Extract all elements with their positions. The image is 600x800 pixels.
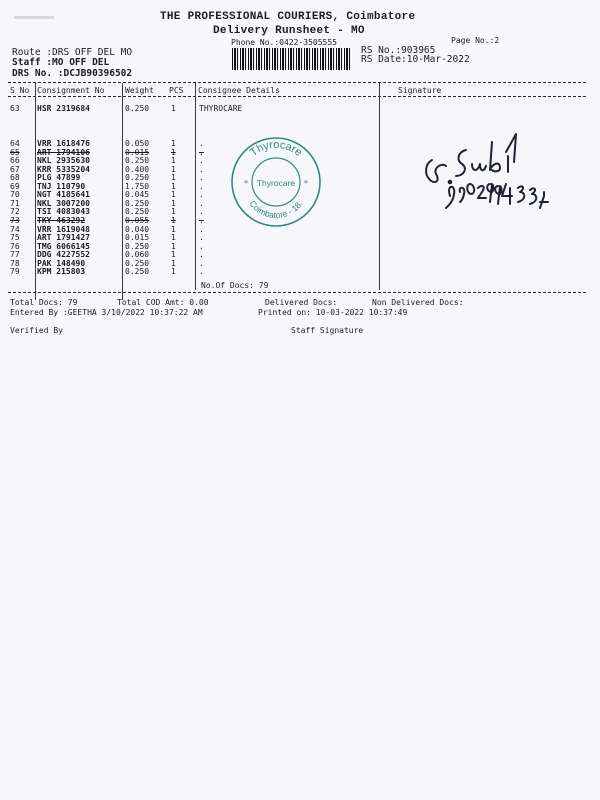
row-consignment-no: PAK 148490: [37, 258, 86, 268]
row-pcs: 1: [171, 139, 176, 148]
row-sno: 70: [10, 190, 20, 200]
row-weight: 0.250: [125, 198, 150, 208]
row-consignment-no: PLG 47899: [37, 173, 81, 183]
row-sno: 71: [10, 198, 20, 208]
col-header-pcs: PCS: [169, 86, 184, 95]
row-pcs: 1: [171, 267, 176, 277]
runsheet-title: Delivery Runsheet - MO: [213, 25, 365, 37]
row-weight: 0.400: [125, 164, 150, 174]
row-consignment-no: NGT 4185641: [37, 190, 90, 200]
row-consignment-no: ART 1791427: [37, 233, 90, 243]
row-consignee: .: [199, 224, 204, 234]
non-delivered-docs: Non Delivered Docs:: [372, 298, 464, 307]
row-weight: 0.015: [125, 147, 150, 157]
row-sno: 74: [10, 224, 20, 234]
row-pcs: 1: [171, 198, 176, 208]
row-pcs: 1: [171, 181, 176, 191]
row-weight: 0.250: [125, 207, 150, 217]
staff-label: Staff :MO OFF DEL: [12, 57, 110, 68]
table-bottom-rule: [8, 292, 586, 293]
sig-stroke: [472, 164, 486, 170]
row-consignee: .: [199, 173, 204, 183]
row-sno: 67: [10, 164, 20, 174]
sig-stroke: [426, 160, 446, 182]
delivered-docs: Delivered Docs:: [265, 298, 338, 307]
row-pcs: 1: [171, 156, 176, 166]
row-consignee: .: [199, 258, 204, 268]
row-consignee: .: [199, 241, 204, 251]
drs-number: DRS No. :DCJB90396502: [12, 68, 133, 79]
page-number: Page No.:2: [451, 36, 500, 45]
handwritten-phone-number: [446, 184, 548, 208]
row-consignment-no: NKL 3007200: [37, 198, 90, 208]
row-pcs: 1: [171, 241, 176, 251]
entered-by: Entered By :GEETHA 3/10/2022 10:37:22 AM: [10, 308, 203, 317]
row-consignment-no: VRR 1619048: [37, 224, 90, 234]
total-docs: Total Docs: 79: [10, 298, 78, 307]
row-sno: 65: [10, 147, 20, 157]
row-pcs: 1: [171, 147, 176, 157]
staff-signature-label: Staff Signature: [291, 326, 364, 335]
row-consignment-no: TKY 463292: [37, 215, 86, 225]
col-header-sno: S No: [10, 86, 30, 95]
row-consignee: .: [199, 267, 204, 277]
row-pcs: 1: [171, 250, 176, 260]
row-consignee: .: [199, 215, 204, 225]
row-consignment-no: KRR 5335204: [37, 164, 90, 174]
row-sno: 68: [10, 173, 20, 183]
row-weight: 1.750: [125, 181, 150, 191]
no-of-docs: No.Of Docs: 79: [201, 281, 269, 290]
company-title: THE PROFESSIONAL COURIERS, Coimbatore: [160, 11, 416, 23]
row-consignment-no: ART 1794106: [37, 147, 90, 157]
row-consignee: .: [199, 207, 204, 217]
row-weight: 0.250: [125, 104, 150, 113]
row-consignee: THYROCARE: [199, 104, 243, 113]
rs-date: RS Date:10-Mar-2022: [361, 54, 470, 65]
sig-stroke: [490, 142, 500, 171]
printed-on: Printed on: 10-03-2022 10:37:49: [258, 308, 408, 317]
row-sno: 78: [10, 258, 20, 268]
row-sno: 77: [10, 250, 20, 260]
row-consignment-no: TNJ 110790: [37, 181, 86, 191]
route-label: Route :DRS OFF DEL MO: [12, 47, 133, 58]
row-sno: 75: [10, 233, 20, 243]
row-consignment-no: NKL 2935630: [37, 156, 90, 166]
stamp-star-right: *: [304, 179, 308, 188]
row-pcs: 1: [171, 190, 176, 200]
row-weight: 0.040: [125, 224, 150, 234]
table-header-rule: [8, 96, 586, 97]
row-weight: 0.045: [125, 190, 150, 200]
table-row: [0, 267, 600, 276]
row-pcs: 1: [171, 258, 176, 268]
row-sno: 72: [10, 207, 20, 217]
total-cod-amount: Total COD Amt: 0.00: [117, 298, 209, 307]
row-pcs: 1: [171, 164, 176, 174]
row-sno: 73: [10, 215, 20, 225]
row-weight: 0.250: [125, 241, 150, 251]
col-header-weight: Weight: [125, 86, 154, 95]
row-consignment-no: VRR 1618476: [37, 139, 90, 148]
row-sno: 63: [10, 104, 20, 113]
row-weight: 0.055: [125, 215, 150, 225]
col-header-consignee: Consignee Details: [198, 86, 280, 95]
row-consignee: .: [199, 139, 204, 148]
row-consignee: .: [199, 147, 204, 157]
rs-number: RS No.:903965: [361, 45, 436, 56]
row-sno: 76: [10, 241, 20, 251]
row-consignment-no: DDG 4227552: [37, 250, 90, 260]
thyrocare-stamp: [230, 136, 322, 228]
row-sno: 64: [10, 139, 20, 148]
row-consignment-no: KPM 215803: [37, 267, 86, 277]
scan-smudge: [14, 16, 54, 19]
row-sno: 69: [10, 181, 20, 191]
row-pcs: 1: [171, 224, 176, 234]
table-row: [0, 104, 600, 113]
row-consignment-no: TSI 4083043: [37, 207, 90, 217]
row-sno: 79: [10, 267, 20, 277]
table-top-rule: [8, 82, 586, 83]
row-weight: 0.250: [125, 156, 150, 166]
col-header-consignment: Consignment No: [37, 86, 105, 95]
phone-number: Phone No.:0422-3505555: [231, 38, 337, 47]
handwritten-signature: [420, 122, 580, 212]
row-consignee: .: [199, 190, 204, 200]
stamp-bottom-text: Coimbatore - 18.: [247, 198, 305, 221]
row-consignee: .: [199, 156, 204, 166]
row-pcs: 1: [171, 173, 176, 183]
row-consignee: .: [199, 181, 204, 191]
verified-by: Verified By: [10, 326, 63, 335]
sig-stroke: [506, 134, 516, 172]
row-consignee: .: [199, 233, 204, 243]
row-pcs: 1: [171, 215, 176, 225]
stamp-star-left: *: [244, 179, 248, 188]
row-weight: 0.250: [125, 173, 150, 183]
row-weight: 0.250: [125, 267, 150, 277]
row-consignment-no: HSR 2319684: [37, 104, 90, 113]
sig-stroke: [456, 150, 466, 176]
row-sno: 66: [10, 156, 20, 166]
barcode: [232, 48, 352, 70]
row-weight: 0.060: [125, 250, 150, 260]
row-pcs: 1: [171, 207, 176, 217]
row-pcs: 1: [171, 104, 176, 113]
stamp-center-text: Thyrocare: [256, 178, 296, 188]
stamp-top-text: Thyrocare: [247, 138, 305, 159]
row-consignee: .: [199, 164, 204, 174]
row-weight: 0.015: [125, 233, 150, 243]
sig-dot: [449, 181, 452, 184]
row-weight: 0.050: [125, 139, 150, 148]
row-weight: 0.250: [125, 258, 150, 268]
row-consignee: .: [199, 198, 204, 208]
row-pcs: 1: [171, 233, 176, 243]
col-header-signature: Signature: [398, 86, 442, 95]
row-consignment-no: TMG 6066145: [37, 241, 90, 251]
row-consignee: .: [199, 250, 204, 260]
